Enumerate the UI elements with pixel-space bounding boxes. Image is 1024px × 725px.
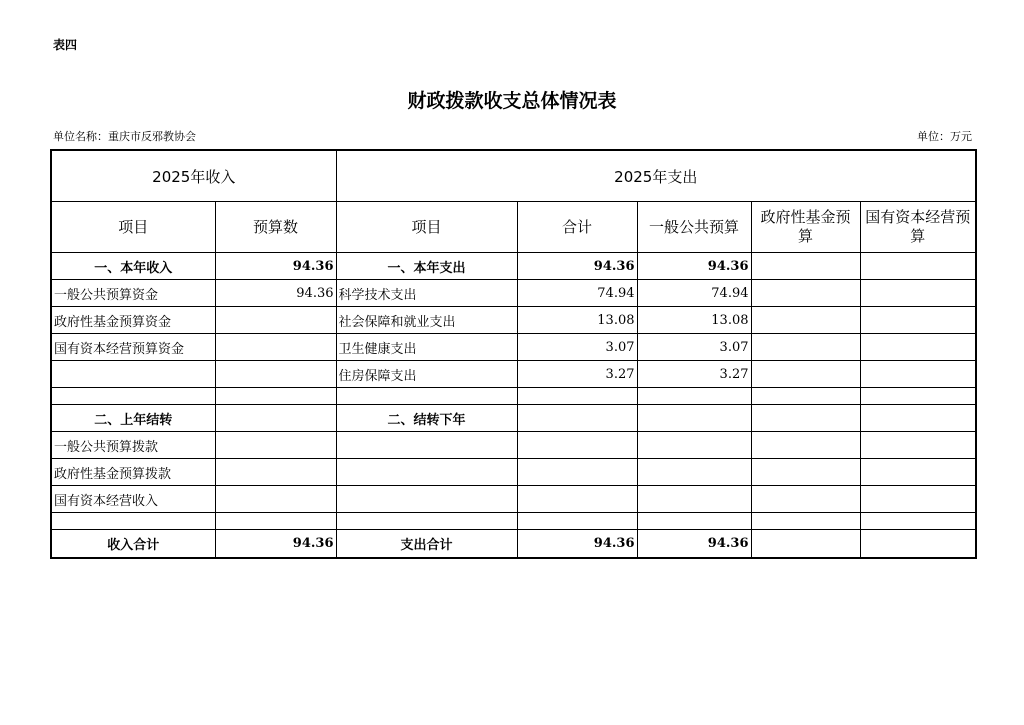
income-item-cell: 国有资本经营预算资金 — [51, 334, 215, 361]
gov-fund-cell — [751, 253, 860, 280]
income-item-cell: 一般公共预算资金 — [51, 280, 215, 307]
table-row — [51, 432, 976, 459]
general-budget-cell: 13.08 — [637, 307, 751, 334]
total-cell: 3.07 — [517, 334, 637, 361]
gov-fund-cell — [751, 361, 860, 388]
expense-item-cell: 卫生健康支出 — [336, 334, 517, 361]
gov-fund-cell — [751, 486, 860, 513]
income-value-cell — [215, 486, 336, 513]
income-value-cell — [215, 405, 336, 432]
income-value-cell — [215, 459, 336, 486]
general-budget-cell: 3.07 — [637, 334, 751, 361]
general-budget-cell — [637, 486, 751, 513]
income-item-cell: 政府性基金预算拨款 — [51, 459, 215, 486]
expense-item-cell: 科学技术支出 — [336, 280, 517, 307]
year-header-row — [51, 150, 976, 202]
budget-count-header: 预算数 — [215, 202, 336, 253]
general-budget-cell — [637, 432, 751, 459]
state-capital-cell — [860, 486, 976, 513]
income-value-cell: 94.36 — [215, 280, 336, 307]
expense-total-label: 支出合计 — [336, 530, 517, 559]
general-budget-cell: 94.36 — [637, 253, 751, 280]
table-row — [51, 361, 976, 388]
general-budget-total: 94.36 — [637, 530, 751, 559]
table-number: 表四 — [53, 38, 78, 52]
table-row — [51, 405, 976, 432]
state-capital-cell — [860, 361, 976, 388]
gov-fund-cell — [751, 432, 860, 459]
column-header-row — [51, 202, 976, 253]
expense-total-value: 94.36 — [517, 530, 637, 559]
state-capital-header: 国有资本经营预算 — [860, 202, 976, 253]
general-budget-cell — [637, 405, 751, 432]
totals-row — [51, 530, 976, 559]
expense-item-cell: 社会保障和就业支出 — [336, 307, 517, 334]
state-capital-total — [860, 530, 976, 559]
table-row — [51, 253, 976, 280]
general-budget-header: 一般公共预算 — [637, 202, 751, 253]
total-cell — [517, 432, 637, 459]
fiscal-table — [50, 149, 977, 559]
expense-item-cell: 二、结转下年 — [336, 405, 517, 432]
table-row — [51, 334, 976, 361]
state-capital-cell — [860, 459, 976, 486]
expense-item-cell — [336, 486, 517, 513]
gov-fund-cell — [751, 459, 860, 486]
income-item-cell: 政府性基金预算资金 — [51, 307, 215, 334]
total-cell — [517, 459, 637, 486]
expense-item-header: 项目 — [336, 202, 517, 253]
gov-fund-cell — [751, 405, 860, 432]
income-item-cell: 一、本年收入 — [51, 253, 215, 280]
currency-unit-label: 单位：万元 — [917, 130, 972, 143]
table-row — [51, 486, 976, 513]
total-cell: 3.27 — [517, 361, 637, 388]
total-cell: 13.08 — [517, 307, 637, 334]
income-total-value: 94.36 — [215, 530, 336, 559]
state-capital-cell — [860, 405, 976, 432]
income-item-cell: 一般公共预算拨款 — [51, 432, 215, 459]
state-capital-cell — [860, 253, 976, 280]
spacer-row — [51, 388, 976, 405]
table-row — [51, 307, 976, 334]
total-header: 合计 — [517, 202, 637, 253]
income-total-label: 收入合计 — [51, 530, 215, 559]
income-value-cell: 94.36 — [215, 253, 336, 280]
state-capital-cell — [860, 307, 976, 334]
expense-item-cell — [336, 432, 517, 459]
gov-fund-cell — [751, 280, 860, 307]
gov-fund-header: 政府性基金预算 — [751, 202, 860, 253]
general-budget-cell: 3.27 — [637, 361, 751, 388]
income-value-cell — [215, 307, 336, 334]
spacer-row — [51, 513, 976, 530]
state-capital-cell — [860, 334, 976, 361]
income-item-cell: 国有资本经营收入 — [51, 486, 215, 513]
general-budget-cell: 74.94 — [637, 280, 751, 307]
income-item-cell — [51, 361, 215, 388]
income-item-cell: 二、上年结转 — [51, 405, 215, 432]
income-value-cell — [215, 361, 336, 388]
expense-year-header: 2025年支出 — [336, 150, 976, 202]
income-value-cell — [215, 334, 336, 361]
gov-fund-total — [751, 530, 860, 559]
total-cell — [517, 405, 637, 432]
expense-item-cell — [336, 459, 517, 486]
gov-fund-cell — [751, 334, 860, 361]
expense-item-cell: 住房保障支出 — [336, 361, 517, 388]
state-capital-cell — [860, 280, 976, 307]
income-item-header: 项目 — [51, 202, 215, 253]
state-capital-cell — [860, 432, 976, 459]
table-row — [51, 280, 976, 307]
unit-name-label: 单位名称：重庆市反邪教协会 — [53, 130, 196, 143]
gov-fund-cell — [751, 307, 860, 334]
total-cell: 74.94 — [517, 280, 637, 307]
total-cell — [517, 486, 637, 513]
table-row — [51, 459, 976, 486]
general-budget-cell — [637, 459, 751, 486]
page-title: 财政拨款收支总体情况表 — [407, 90, 617, 112]
expense-item-cell: 一、本年支出 — [336, 253, 517, 280]
income-year-header: 2025年收入 — [51, 150, 336, 202]
income-value-cell — [215, 432, 336, 459]
total-cell: 94.36 — [517, 253, 637, 280]
